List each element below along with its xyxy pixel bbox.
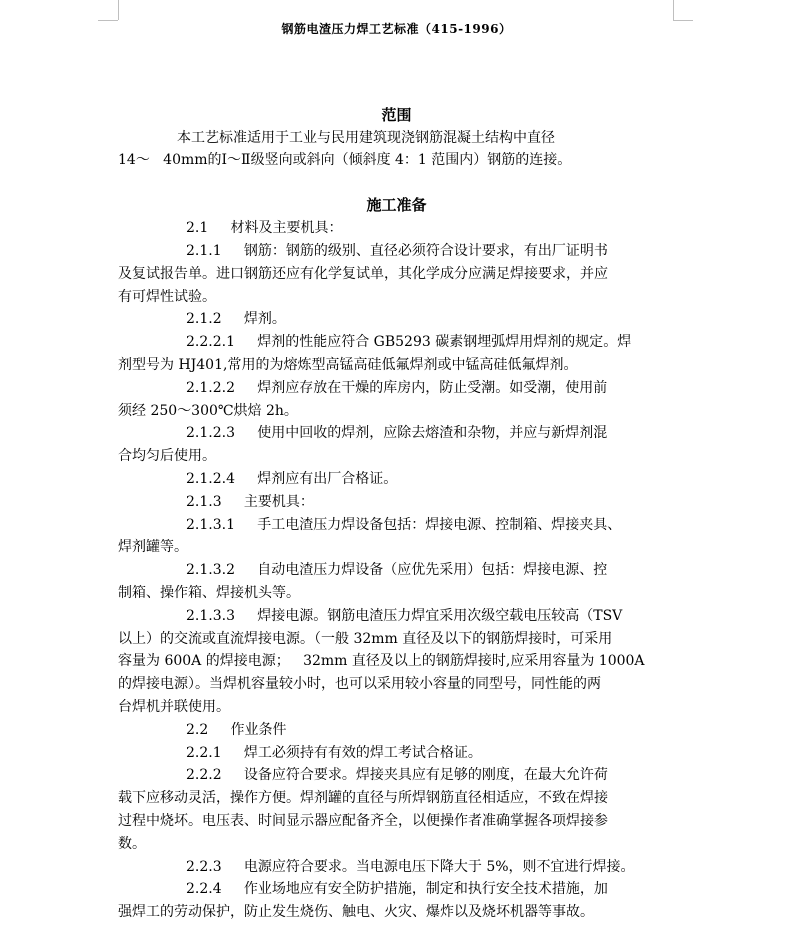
para-line: 焊剂罐等。 [118, 539, 188, 555]
scope-line-2: 14～ 40mm的Ⅰ～Ⅱ级竖向或斜向（倾斜度 4：1 范围内）钢筋的连接。 [118, 152, 572, 168]
crop-mark-top-left-vertical [118, 0, 119, 20]
para-line: 2.1.2.4 焊剂应有出厂合格证。 [186, 471, 398, 487]
para-line: 载下应移动灵活，操作方便。焊剂罐的直径与所焊钢筋直径相适应，不致在焊接 [118, 790, 608, 806]
para-line: 强焊工的劳动保护，防止发生烧伤、触电、火灾、爆炸以及烧坏机器等事故。 [118, 904, 594, 920]
scope-line-1: 本工艺标准适用于工业与民用建筑现浇钢筋混凝土结构中直径 [177, 130, 555, 146]
page-header: 钢筋电渣压力焊工艺标准（415-1996） [281, 22, 512, 36]
para-line: 的焊接电源）。当焊机容量较小时，也可以采用较小容量的同型号，同性能的两 [118, 676, 601, 692]
para-line: 2.1.2.2 焊剂应存放在干燥的库房内，防止受潮。如受潮，使用前 [186, 380, 608, 396]
para-line: 2.2.2 设备应符合要求。焊接夹具应有足够的刚度，在最大允许荷 [186, 767, 608, 783]
section-title-preparation: 施工准备 [366, 196, 427, 214]
para-line: 台焊机并联使用。 [118, 699, 230, 715]
para-line: 2.2.1 焊工必须持有有效的焊工考试合格证。 [186, 745, 482, 761]
para-line: 2.1.3.3 焊接电源。钢筋电渣压力焊宜采用次级空载电压较高（TSV [186, 608, 623, 624]
para-line: 有可焊性试验。 [118, 289, 216, 305]
para-line: 2.1.3.1 手工电渣压力焊设备包括：焊接电源、控制箱、焊接夹具、 [186, 517, 622, 533]
para-line: 2.2.3 电源应符合要求。当电源电压下降大于 5%，则不宜进行焊接。 [186, 859, 635, 875]
para-line: 2.2 作业条件 [186, 722, 287, 738]
para-line: 2.2.4 作业场地应有安全防护措施，制定和执行安全技术措施，加 [186, 881, 608, 897]
para-line: 数。 [118, 836, 146, 852]
para-line: 2.1.1 钢筋：钢筋的级别、直径必须符合设计要求，有出厂证明书 [186, 243, 608, 259]
para-line: 2.1.2 焊剂。 [186, 311, 286, 327]
para-line: 2.1.3.2 自动电渣压力焊设备（应优先采用）包括：焊接电源、控 [186, 562, 608, 578]
para-line: 制箱、操作箱、焊接机头等。 [118, 585, 300, 601]
para-line: 2.1.3 主要机具： [186, 494, 314, 510]
para-line: 过程中烧坏。电压表、时间显示器应配备齐全，以便操作者准确掌握各项焊接参 [118, 813, 608, 829]
para-line: 2.1 材料及主要机具： [186, 220, 343, 236]
para-line: 剂型号为 HJ401,常用的为熔炼型高锰高硅低氟焊剂或中锰高硅低氟焊剂。 [118, 357, 578, 373]
section-title-scope: 范围 [381, 106, 412, 124]
para-line: 2.2.2.1 焊剂的性能应符合 GB5293 碳素钢埋弧焊用焊剂的规定。焊 [186, 334, 632, 350]
para-line: 及复试报告单。进口钢筋还应有化学复试单，其化学成分应满足焊接要求，并应 [118, 266, 608, 282]
para-line: 以上）的交流或直流焊接电源。（一般 32mm 直径及以下的钢筋焊接时，可采用 [118, 631, 613, 647]
para-line: 合均匀后使用。 [118, 448, 216, 464]
para-line: 2.1.2.3 使用中回收的焊剂，应除去熔渣和杂物，并应与新焊剂混 [186, 425, 608, 441]
para-line: 须经 250～300℃烘焙 2h。 [118, 403, 298, 419]
para-line: 容量为 600A 的焊接电源； 32mm 直径及以上的钢筋焊接时,应采用容量为 1000A [118, 653, 645, 669]
crop-mark-top-right-vertical [673, 0, 674, 20]
